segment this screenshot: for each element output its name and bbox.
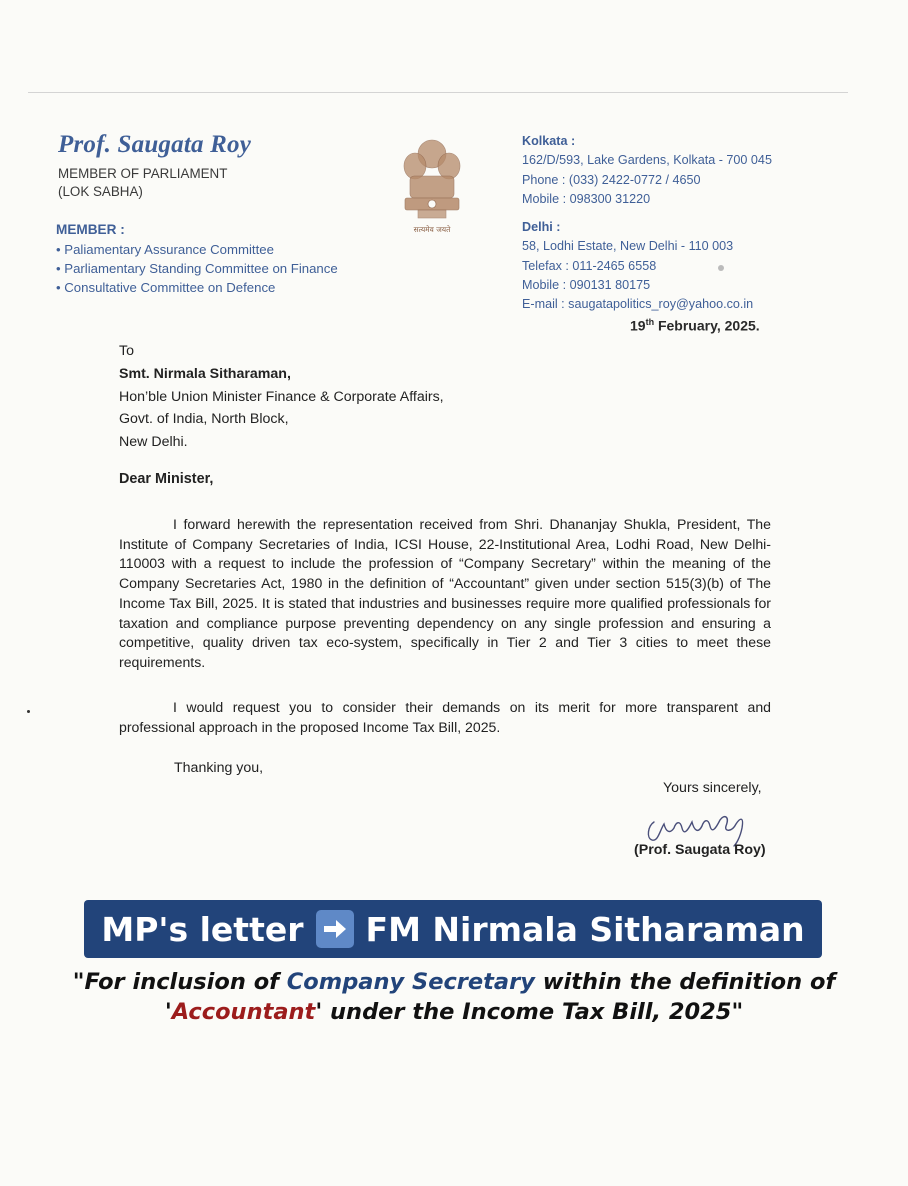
salutation: Dear Minister, bbox=[119, 471, 214, 487]
stray-mark bbox=[27, 710, 30, 713]
letterhead-name: Prof. Saugata Roy bbox=[58, 131, 251, 158]
member-label: MEMBER : bbox=[56, 222, 125, 237]
kolkata-mobile: Mobile : 098300 31220 bbox=[522, 191, 651, 206]
kolkata-heading: Kolkata : bbox=[522, 134, 576, 148]
right-arrow-icon bbox=[316, 910, 354, 948]
signer-name: (Prof. Saugata Roy) bbox=[634, 842, 766, 858]
caption-highlight-accountant: Accountant bbox=[171, 999, 316, 1025]
kolkata-phone: Phone : (033) 2422-0772 / 4650 bbox=[522, 172, 701, 187]
smudge bbox=[718, 265, 724, 271]
delhi-mobile: Mobile : 090131 80175 bbox=[522, 277, 651, 292]
committee-item: • Consultative Committee on Defence bbox=[56, 280, 276, 296]
recipient-line: New Delhi. bbox=[119, 434, 188, 451]
banner-right-text: FM Nirmala Sitharaman bbox=[365, 909, 805, 949]
delhi-email: E-mail : saugatapolitics_roy@yahoo.co.in bbox=[522, 297, 754, 312]
body-paragraph-2: I would request you to consider their demands on its merit for more transparent and professional approach in the proposed Income Tax Bill, 2025. bbox=[119, 699, 771, 735]
kolkata-address bbox=[522, 132, 772, 209]
delhi-heading: Delhi : bbox=[522, 220, 561, 234]
thanks-line: Thanking you, bbox=[174, 760, 264, 776]
headline-banner bbox=[84, 900, 822, 958]
committee-list bbox=[56, 240, 338, 298]
to-label: To bbox=[119, 343, 134, 359]
recipient-block bbox=[119, 340, 444, 454]
closing-line: Yours sincerely, bbox=[663, 780, 762, 796]
letter-date: 19th February, 2025. bbox=[630, 317, 760, 334]
letterhead-title: MEMBER OF PARLIAMENT bbox=[58, 166, 228, 181]
recipient-line: Govt. of India, North Block, bbox=[119, 411, 289, 428]
letterhead-house: (LOK SABHA) bbox=[58, 184, 143, 199]
top-divider bbox=[28, 92, 848, 93]
caption-highlight-company-secretary: Company Secretary bbox=[286, 969, 535, 995]
recipient-name: Smt. Nirmala Sitharaman, bbox=[119, 365, 291, 382]
banner-left-text: MP's letter bbox=[101, 909, 304, 949]
caption-text: "For inclusion of Company Secretary within the definition of 'Accountant' under the Income Tax Bill, 2025" bbox=[72, 969, 836, 1025]
recipient-line: Hon’ble Union Minister Finance & Corporate Affairs, bbox=[119, 388, 444, 405]
body-paragraph-1: I forward herewith the representation received from Shri. Dhananjay Shukla, President, The Institute of Company Secretaries of India, ICSI House, 22-Institutional Area, Lodhi Road, New Delhi-110003 with a request to include the profession of “Company Secretary” within the meaning of the Company Secretaries Act, 1980 in the definition of “Accountant” given under section 515(3)(b) of The Income Tax Bill, 2025. It is stated that industries and businesses require more qualified professionals for taxation and compliance purpose preventing dependency on any single profession and ensuring a competitive, quality driven tax eco-system, specifically in Tier 2 and Tier 3 cities to meet these requirements. bbox=[119, 516, 771, 670]
delhi-street: 58, Lodhi Estate, New Delhi - 110 003 bbox=[522, 239, 734, 254]
kolkata-street: 162/D/593, Lake Gardens, Kolkata - 700 045 bbox=[522, 153, 772, 168]
committee-item: • Paliamentary Assurance Committee bbox=[56, 242, 274, 257]
emblem-caption: सत्यमेव जयते bbox=[413, 225, 451, 234]
committee-item: • Parliamentary Standing Committee on Finance bbox=[56, 261, 338, 277]
delhi-telefax: Telefax : 011-2465 6558 bbox=[522, 258, 657, 273]
national-emblem-icon bbox=[393, 132, 471, 240]
